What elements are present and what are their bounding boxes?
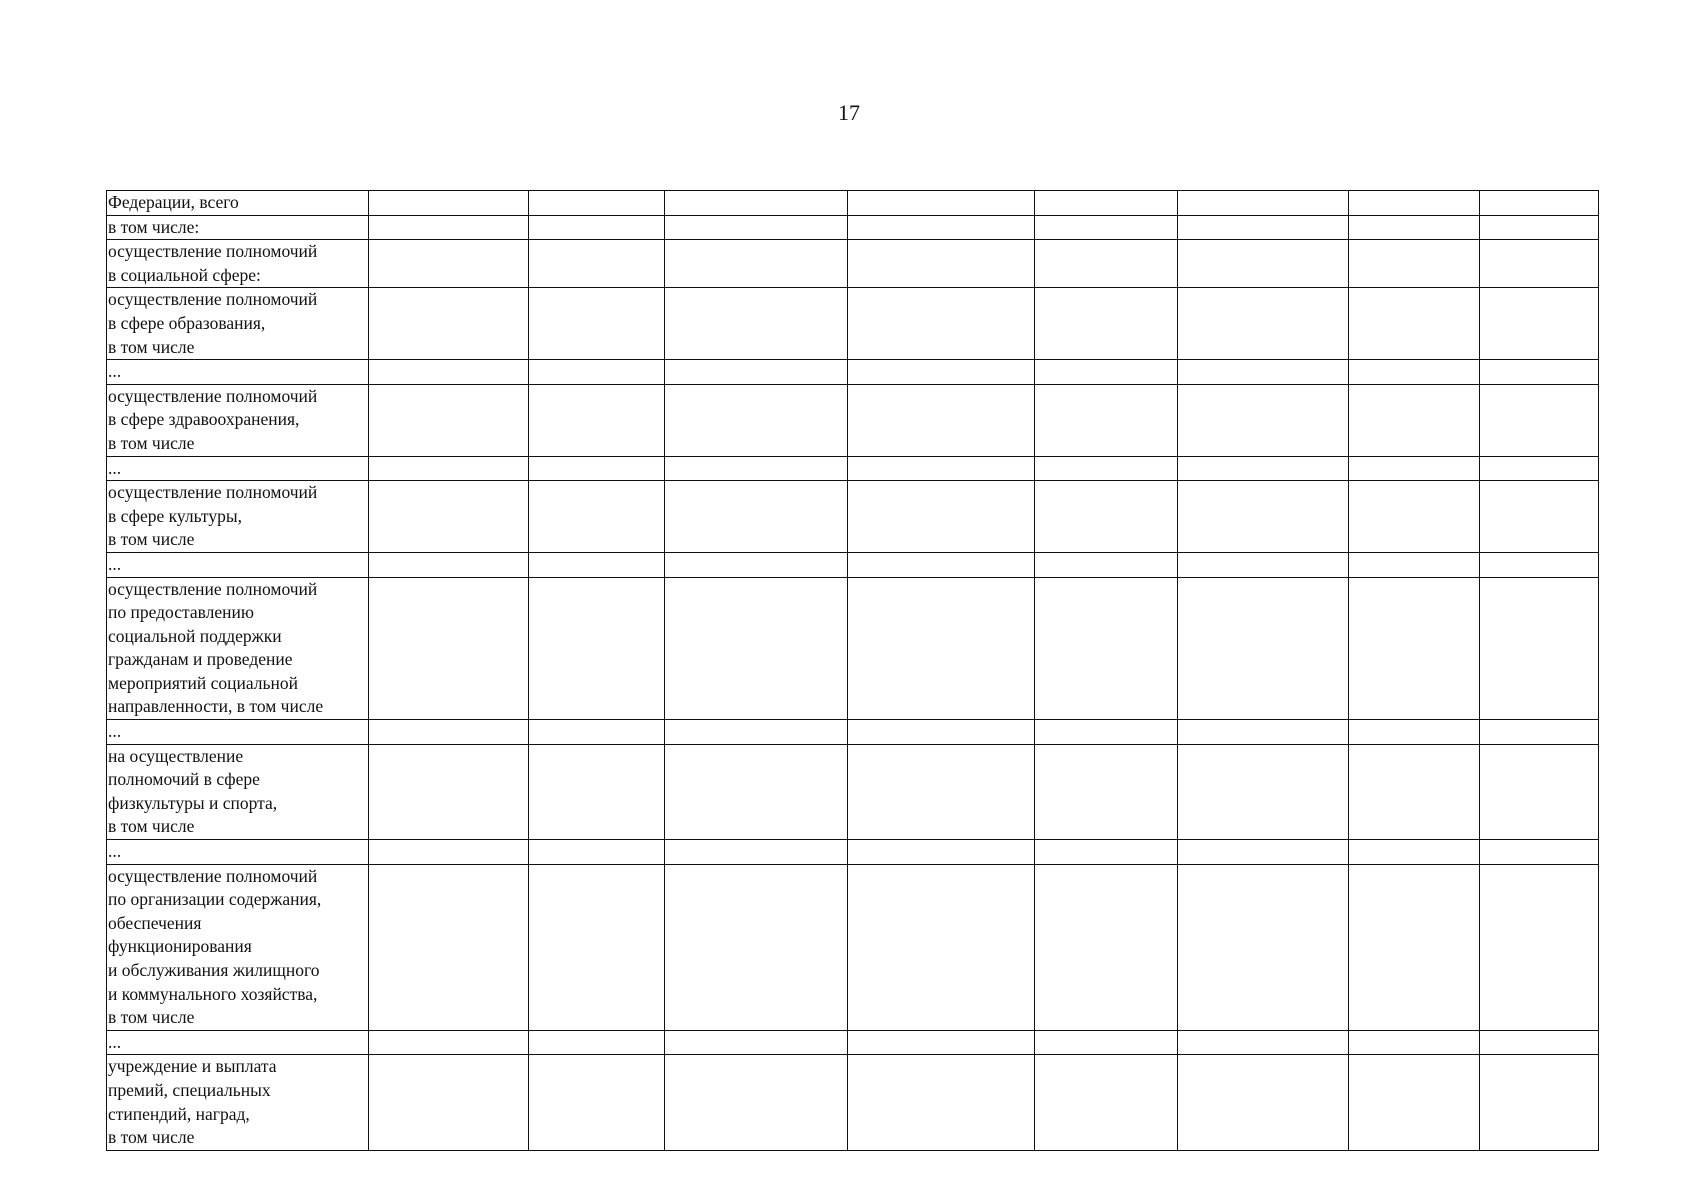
empty-cell [1480,1030,1599,1055]
empty-cell [529,360,665,385]
table-row [107,744,1599,839]
empty-cell [848,481,1035,553]
empty-cell [1035,215,1178,240]
empty-cell [369,1030,529,1055]
empty-cell [369,384,529,456]
empty-cell [1035,720,1178,745]
empty-cell [1178,384,1349,456]
empty-cell [1035,240,1178,288]
empty-cell [848,240,1035,288]
empty-cell [369,456,529,481]
empty-cell [1178,215,1349,240]
empty-cell [1035,288,1178,360]
empty-cell [1349,384,1480,456]
row-label-cell: осуществление полномочий в сфере образования, в том числе [107,288,369,360]
empty-cell [529,240,665,288]
table-row [107,456,1599,481]
empty-cell [529,720,665,745]
empty-cell [369,360,529,385]
empty-cell [665,577,848,720]
empty-cell [848,1055,1035,1150]
empty-cell [665,481,848,553]
empty-cell [665,360,848,385]
empty-cell [529,1055,665,1150]
empty-cell [1178,864,1349,1030]
empty-cell [665,840,848,865]
empty-cell [1035,552,1178,577]
empty-cell [1035,1030,1178,1055]
empty-cell [369,840,529,865]
empty-cell [369,1055,529,1150]
empty-cell [529,384,665,456]
empty-cell [665,215,848,240]
table-row [107,552,1599,577]
empty-cell [848,840,1035,865]
row-label-cell: осуществление полномочий в сфере культуры, в том числе [107,481,369,553]
row-label-cell: ... [107,1030,369,1055]
table-row [107,1030,1599,1055]
empty-cell [848,360,1035,385]
table-row [107,1055,1599,1150]
empty-cell [1035,1055,1178,1150]
empty-cell [1349,720,1480,745]
empty-cell [1178,191,1349,216]
row-label-cell: ... [107,360,369,385]
table-row [107,215,1599,240]
empty-cell [1349,552,1480,577]
table-row [107,840,1599,865]
empty-cell [1178,840,1349,865]
empty-cell [848,577,1035,720]
empty-cell [369,744,529,839]
row-label-cell: осуществление полномочий в сфере здравоохранения, в том числе [107,384,369,456]
empty-cell [1349,191,1480,216]
row-label-cell: учреждение и выплата премий, специальных стипендий, наград, в том числе [107,1055,369,1150]
row-label-cell: Федерации, всего [107,191,369,216]
empty-cell [1480,456,1599,481]
empty-cell [1480,744,1599,839]
row-label-cell: осуществление полномочий по предоставлению социальной поддержки гражданам и проведение мероприятий социальной направленности, в том числе [107,577,369,720]
empty-cell [1035,840,1178,865]
empty-cell [529,288,665,360]
row-label-cell: ... [107,840,369,865]
empty-cell [1349,1055,1480,1150]
empty-cell [848,552,1035,577]
empty-cell [848,1030,1035,1055]
empty-cell [848,456,1035,481]
empty-cell [665,1030,848,1055]
empty-cell [1349,840,1480,865]
empty-cell [1035,360,1178,385]
empty-cell [1349,240,1480,288]
empty-cell [1349,481,1480,553]
empty-cell [665,384,848,456]
empty-cell [1480,384,1599,456]
table-row [107,191,1599,216]
empty-cell [1349,288,1480,360]
empty-cell [1178,720,1349,745]
empty-cell [1349,744,1480,839]
empty-cell [848,215,1035,240]
empty-cell [1480,1055,1599,1150]
empty-cell [665,191,848,216]
empty-cell [529,744,665,839]
empty-cell [1480,481,1599,553]
empty-cell [369,191,529,216]
empty-cell [529,840,665,865]
row-label-cell: осуществление полномочий в социальной сфере: [107,240,369,288]
table-row [107,720,1599,745]
row-label-cell: ... [107,456,369,481]
empty-cell [1480,864,1599,1030]
empty-cell [848,744,1035,839]
empty-cell [1349,864,1480,1030]
empty-cell [1349,215,1480,240]
empty-cell [529,1030,665,1055]
empty-cell [665,864,848,1030]
empty-cell [369,215,529,240]
empty-cell [529,215,665,240]
empty-cell [1178,481,1349,553]
empty-cell [1480,577,1599,720]
empty-cell [1035,456,1178,481]
empty-cell [1480,240,1599,288]
empty-cell [665,456,848,481]
table-row [107,577,1599,720]
empty-cell [665,720,848,745]
empty-cell [529,191,665,216]
empty-cell [848,288,1035,360]
empty-cell [1480,840,1599,865]
empty-cell [529,552,665,577]
empty-cell [369,288,529,360]
empty-cell [665,240,848,288]
empty-cell [1178,744,1349,839]
empty-cell [848,384,1035,456]
row-label-cell: на осуществление полномочий в сфере физкультуры и спорта, в том числе [107,744,369,839]
empty-cell [369,720,529,745]
table-body [107,191,1599,1151]
table-row [107,288,1599,360]
empty-cell [1035,744,1178,839]
row-label-cell: осуществление полномочий по организации содержания, обеспечения функционирования и обслуживания жилищного и коммунального хозяйства, в том числе [107,864,369,1030]
empty-cell [1349,577,1480,720]
data-table [106,190,1599,1151]
empty-cell [1349,1030,1480,1055]
empty-cell [529,481,665,553]
empty-cell [1035,384,1178,456]
empty-cell [1480,552,1599,577]
empty-cell [848,191,1035,216]
empty-cell [665,744,848,839]
table-row [107,864,1599,1030]
empty-cell [1178,360,1349,385]
table-row [107,384,1599,456]
empty-cell [529,864,665,1030]
empty-cell [1480,720,1599,745]
empty-cell [665,1055,848,1150]
empty-cell [369,864,529,1030]
table-row [107,481,1599,553]
empty-cell [1480,360,1599,385]
empty-cell [848,720,1035,745]
empty-cell [1035,481,1178,553]
empty-cell [1035,577,1178,720]
row-label-cell: ... [107,552,369,577]
empty-cell [1178,552,1349,577]
empty-cell [1480,191,1599,216]
empty-cell [369,240,529,288]
page-number: 17 [838,100,860,125]
empty-cell [1178,577,1349,720]
empty-cell [1480,288,1599,360]
empty-cell [369,481,529,553]
empty-cell [1178,1030,1349,1055]
empty-cell [665,552,848,577]
empty-cell [529,577,665,720]
row-label-cell: в том числе: [107,215,369,240]
empty-cell [1035,864,1178,1030]
empty-cell [1178,240,1349,288]
table-row [107,360,1599,385]
row-label-cell: ... [107,720,369,745]
empty-cell [529,456,665,481]
table-row [107,240,1599,288]
empty-cell [848,864,1035,1030]
empty-cell [665,288,848,360]
empty-cell [1178,1055,1349,1150]
empty-cell [369,552,529,577]
empty-cell [369,577,529,720]
empty-cell [1178,288,1349,360]
empty-cell [1349,360,1480,385]
empty-cell [1349,456,1480,481]
empty-cell [1178,456,1349,481]
empty-cell [1035,191,1178,216]
empty-cell [1480,215,1599,240]
